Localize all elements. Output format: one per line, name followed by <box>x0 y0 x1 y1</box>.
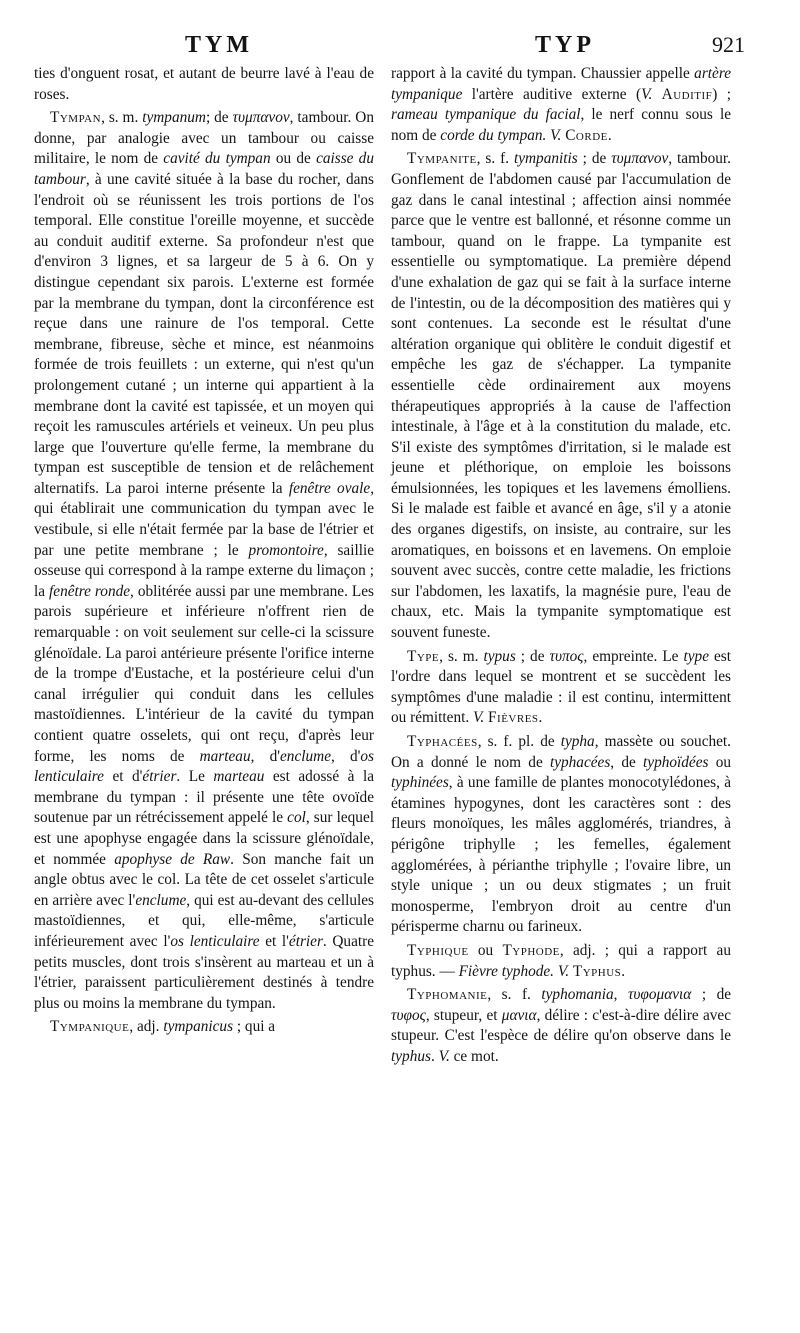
italic-term: V. <box>473 709 485 727</box>
continued-entry <box>391 64 731 146</box>
entry-text: , s. f. <box>487 986 542 1004</box>
entry-text: l'artère auditive externe ( <box>462 85 642 103</box>
dictionary-entry <box>391 647 731 729</box>
italic-term: tympanitis <box>513 150 578 168</box>
entry-text: , massète ou souchet. On a donné le nom de <box>391 733 731 771</box>
entry-text: , à une famille de plantes monocotylédones, à étamines hypogynes, dont les caractères sont : des fleurs monoïques, les mâles agglomérés, triandres, à périgône triphylle ; les femelles, également agglomérées, à périanthe triphylle ; l'ovaire libre, un style unique ; un ou deux stigmates ; un fruit monosperme, l'embryon droit au centre d'un périsperme charnu ou farineux. <box>391 774 731 936</box>
italic-term: τυμπανον <box>232 109 290 127</box>
headword: Typhomanie <box>407 986 488 1004</box>
entry-text: ou de <box>270 150 317 168</box>
entry-text: . Quatre petits muscles, dont trois s'insèrent au marteau et un à l'étrier, paraissent particulièrement destinés à tendre plus ou moins la membrane du tympan. <box>34 932 374 1012</box>
continued-entry <box>34 64 374 105</box>
entry-text: , de <box>610 753 644 771</box>
entry-text: , s. f. pl. de <box>477 733 561 750</box>
italic-term: étrier <box>142 768 177 786</box>
entry-text: , empreinte. Le <box>583 647 684 665</box>
dictionary-entry <box>391 149 731 643</box>
italic-term: typhomania <box>541 986 614 1004</box>
italic-term: col <box>287 809 306 827</box>
italic-term: fenêtre ronde <box>49 582 131 600</box>
italic-term: Fièvre typhode. V. <box>458 962 570 980</box>
entry-text: ; de <box>691 986 732 1004</box>
italic-term: typhinées <box>391 774 449 792</box>
entry-text: , tambour. On donne, par analogie avec un tambour ou caisse militaire, le nom de <box>34 109 374 168</box>
entry-text: ce mot. <box>449 1047 499 1065</box>
entry-text: , adj. <box>129 1018 164 1036</box>
italic-term: typhacées <box>549 753 611 771</box>
entry-text: , délire : c'est-à-dire délire avec stupeur. C'est l'espèce de délire qu'on observe dans le <box>391 1006 731 1045</box>
italic-term: artère tympanique <box>391 65 731 103</box>
entry-text: , saillie osseuse qui correspond à la rampe externe du limaçon ; la <box>34 541 375 600</box>
italic-term: apophyse de Raw <box>114 850 231 868</box>
page-number: 921 <box>712 32 745 57</box>
entry-text: ties d'onguent rosat, et autant de beurre lavé à l'eau de roses. <box>34 65 374 103</box>
entry-text: . <box>430 1047 439 1065</box>
italic-term: tympanicus <box>163 1018 234 1036</box>
italic-term: type <box>683 647 709 665</box>
entry-text: ; de <box>515 647 550 665</box>
entry-text: . Le <box>176 768 214 786</box>
italic-term: enclume <box>135 891 187 909</box>
entry-text: , d' <box>250 747 281 765</box>
running-head-left: TYM <box>185 32 253 58</box>
italic-term: promontoire <box>248 541 324 559</box>
headword: Typhode <box>502 941 560 959</box>
italic-term: tympanum <box>142 109 206 127</box>
right-column <box>391 64 731 1071</box>
entry-text: , d' <box>330 747 361 765</box>
headword: Tympanique <box>50 1018 130 1036</box>
italic-term: V. <box>641 85 653 103</box>
dictionary-entry <box>34 108 374 1014</box>
entry-text: . <box>607 126 612 144</box>
entry-text: ; de <box>577 150 612 168</box>
entry-text: rapport à la cavité du tympan. Chaussier appelle <box>391 65 695 82</box>
italic-term: cavité du tympan <box>163 150 271 168</box>
entry-text: est adossé à la membrane du tympan : il présente une tête ovoïde soutenue par un rétrécissement appelé le <box>34 768 374 827</box>
dictionary-entry <box>391 985 731 1067</box>
italic-term: caisse du tambour <box>34 150 374 188</box>
entry-text: . <box>538 709 543 727</box>
headword: Typhus <box>572 962 622 980</box>
italic-term: typha <box>560 733 595 750</box>
headword: Tympanite <box>407 150 477 168</box>
entry-text: , sur lequel est une apophyse engagée dans la scissure glénoïdale, et nommée <box>34 809 374 868</box>
entry-text: ) ; <box>712 85 732 103</box>
dictionary-entry <box>391 941 731 982</box>
italic-term: τυπος <box>549 647 584 665</box>
entry-text: . <box>621 962 626 980</box>
entry-text: . Son manche fait un angle obtus avec le col. La tête de cet osselet s'articule en arrière avec l' <box>34 850 374 909</box>
entry-text: , s. f. <box>476 150 514 168</box>
italic-term: os lenticulaire <box>34 747 374 786</box>
entry-text: , à une cavité située à la base du rocher, dans l'endroit où se réunissent les trois portions de l'os temporal. Elle constitue l'oreille moyenne, et succède au conduit auditif externe. Sa profondeur n'est que d'environ 3 lignes, et sa largeur de 5 à 6. On y distingue cependant six parois. L'externe est formée par la membrane du tympan, dont la circonférence est reçue dans une rainure de l'os temporal. Cette membrane, fibreuse, sèche et mince, est néanmoins formée de trois feuillets : un externe, qui n'est qu'un prolongement cutané ; un interne qui appartient à la membrane dont la cavité est tapissée, et un moyen qui reçoit les ramuscules artériels et veineux. Un peu plus large que l'ouverture qu'elle ferme, la membrane du tympan est susceptible de tension et de relâchement alternatifs. La paroi interne présente la <box>34 170 374 497</box>
headword: Fièvres <box>488 709 539 727</box>
headword: Type <box>407 647 440 665</box>
entry-text: , qui est au-devant des cellules mastoïdiennes, et qui, elle-même, s'articule inférieurement avec l' <box>34 891 374 950</box>
headword: Typhique <box>407 941 469 959</box>
headword: Typhacées <box>407 733 478 750</box>
headword: Auditif <box>661 85 713 103</box>
italic-term: fenêtre ovale <box>288 479 371 497</box>
italic-term: os lenticulaire <box>170 932 260 950</box>
running-head-right: TYP <box>535 32 595 58</box>
italic-term: rameau tympanique du facial <box>391 106 581 124</box>
entry-text: ou <box>708 753 731 771</box>
italic-term: V. <box>438 1047 450 1065</box>
entry-text: , tambour. Gonflement de l'abdomen causé par l'accumulation de gaz dans le canal intestinal ; affection ainsi nommée parce que le ventre est ballonné, et résonne comme un tambour, quand on le frappe. La tympanite est essentielle ou symptomatique. La première dépend d'une exhalation de gaz qui se fait à la surface interne de l'intestin, ou de la décomposition des matières qui y sont contenues. La seconde est le résultat d'une altération organique qui oblitère le conduit digestif et empêche les gaz de s'échapper. La tympanite essentielle cède ordinairement aux moyens thérapeutiques appropriés à la cause de l'affection intestinale, à l'âge et à la constitution du malade, etc. S'il existe des symptômes d'irritation, si le malade est jeune et pléthorique, on emploie les boissons émulsionnées, les topiques et les lavemens émolliens. Si le malade est faible et avancé en âge, s'il y a atonie des organes digestifs, on insiste, au contraire, sur les aromatiques, en boissons et en lavemens. On emploie souvent avec succès, contre cette maladie, les frictions sur l'abdomen, les laxatifs, la magnésie pure, l'eau de chaux, etc. Mais la tympanite symptomatique est souvent funeste. <box>391 150 732 642</box>
entry-text: est l'ordre dans lequel se montrent et se succèdent les symptômes d'une maladie : il est continu, intermittent ou rémittent. <box>391 647 731 727</box>
entry-text: ; de <box>205 109 233 127</box>
italic-term: τυμπανον <box>611 150 669 168</box>
italic-term: enclume <box>280 747 331 765</box>
dictionary-entry <box>34 1017 374 1038</box>
italic-term: typhus <box>391 1047 431 1065</box>
headword: Corde <box>565 126 608 144</box>
italic-term: marteau <box>199 747 251 765</box>
italic-term: corde du tympan. V. <box>440 126 562 144</box>
entry-text: , s. m. <box>439 647 484 665</box>
entry-text: ou <box>468 941 503 959</box>
entry-text: et d' <box>103 768 143 786</box>
italic-term: typus <box>483 647 516 665</box>
entry-text: , s. m. <box>101 109 143 127</box>
left-column <box>34 64 374 1041</box>
entry-text: , <box>613 986 628 1004</box>
dictionary-entry <box>391 732 731 938</box>
entry-text: , qui établirait une communication du tympan avec le vestibule, si elle n'était fermée par la base de l'étrier et par une petite membrane ; le <box>34 479 375 559</box>
italic-term: τυφομανια <box>627 986 692 1004</box>
italic-term: typhoïdées <box>643 753 709 771</box>
entry-text: , le nerf connu sous le nom de <box>391 106 731 144</box>
entry-text <box>652 86 661 103</box>
italic-term: τυφος <box>391 1006 426 1024</box>
entry-text: , oblitérée aussi par une membrane. Les parois supérieure et inférieure n'offrent rien de remarquable : on voit seulement sur celle-ci la scissure glénoïdale. La paroi antérieure présente l'orifice interne de la trompe d'Eustache, et la postérieure celui d'un canal irrégulier qui conduit dans les cellules mastoïdiennes. L'intérieur de la cavité du tympan contient quatre osselets, qui ont reçu, d'après leur forme, les noms de <box>34 582 374 765</box>
entry-text: et l' <box>259 932 289 950</box>
italic-term: marteau <box>213 768 265 786</box>
italic-term: μανια <box>501 1006 537 1024</box>
entry-text: , adj. ; qui a rapport au typhus. — <box>391 941 731 980</box>
entry-text: , stupeur, et <box>425 1006 502 1024</box>
headword: Tympan <box>50 109 102 127</box>
italic-term: étrier <box>288 932 323 950</box>
entry-text: ; qui a <box>233 1018 276 1036</box>
